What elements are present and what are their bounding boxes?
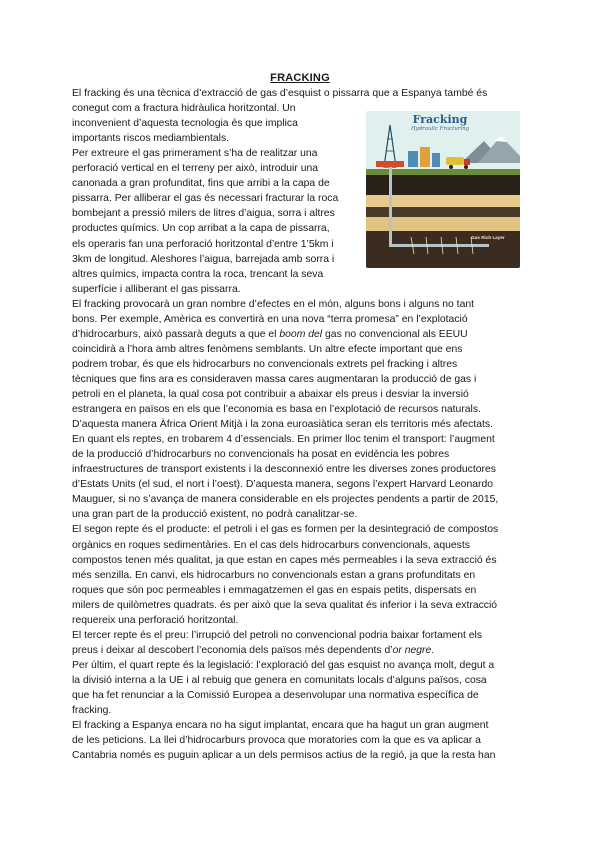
text-line: Per últim, el quart repte és la legislació: l’exploració del gas esquist no avança molt, degut a (72, 659, 495, 671)
text-line: superfície i alliberant el gas pissarra. (72, 283, 241, 295)
text-line: d’Estats Units (el sud, el nort i l’oest). D’aquesta manera, segons l’expert Harvard Leonardo (72, 479, 494, 491)
text-line: una gran part de la producció existent, no podrà canalitzar-se. (72, 509, 358, 521)
text-line: podrem trobar, és que els hidrocarburs no convencionals extrets pel fracking i altres (72, 358, 458, 370)
text-line: El fracking a Espanya encara no ha sigut implantat, encara que ha hagut un gran augment (72, 720, 489, 732)
text-line: El fracking és una tècnica d’extracció de gas d’esquist o pissarra que a Espanya també és (72, 88, 488, 99)
text-line: orgànics en roques sedimentàries. En el cas dels hidrocarburs convencionals, aquests (72, 539, 470, 551)
text-line: inconvenient d’aquesta tecnologia és que implica (72, 118, 298, 130)
text-line: canonada a gran profunditat, fins que arribi a la capa de (72, 178, 330, 190)
diagram-title: Fracking (412, 113, 468, 126)
text-line: que ha fet renunciar a la Comissió Europea a desenvolupar una normativa específica de (72, 690, 479, 701)
text-line: tècniques que fins ara es consideraven massa cares augmentaran la producció de gas i (72, 373, 477, 385)
text-line: Cantabria només es puguin aplicar a un dels permisos actius de la regió, ja que la resta han (72, 750, 496, 762)
text-line: importants riscos mediambientals. (72, 133, 230, 145)
text-line: milers de quilòmetres quadrats. és per això que la seva qualitat és inferior i la seva extracció (72, 599, 498, 611)
text-line: El tercer repte és el preu: l’irrupció del petroli no convencional podria baixar fortament els (72, 629, 483, 641)
text-line: estrangera en països en els que l’economia es basa en l’explotació de recursos naturals. (72, 404, 481, 416)
text-line: 3km de longitud. Aleshores l’aigua, barrejada amb sorra i (72, 253, 335, 265)
text-line: D’aquesta manera Àfrica Orient Mitjà i la zona euroasiàtica seran els territoris més afectats. (72, 419, 493, 431)
text-line: d’hidrocarburs, això passarà deguts a que el boom del gas no convencional als EEUU (72, 328, 468, 340)
text-line: productes químics. Un cop arribat a la capa de pissarra, (72, 223, 330, 235)
diagram-layer-label: Gas Rich Layer (471, 235, 505, 240)
text-line: preus i deixar al descobert l’economia dels països més dependents d’or negre. (72, 644, 435, 656)
text-line: la divisió interna a la UE i al rebuig que genera en comunitats locals d’alguns països, cosa (72, 674, 487, 686)
text-line: bombejant a pressió milers de litres d’aigua, sorra i altres (72, 208, 335, 220)
fracking-diagram-svg (366, 111, 520, 268)
text-line: perforació vertical en el terreny per això, introduir una (72, 163, 319, 175)
text-line: de les peticions. La llei d’hidrocarburs provoca que moratories com la que es va aplicar a (72, 735, 481, 747)
text-line: els operaris fan una perforació horitzontal d’entre 1’5km i (72, 238, 334, 250)
text-line: roques que són poc permeables i emmagatzemen el gas en espais petits, dispersats en (72, 584, 477, 596)
text-line: conegut com a fractura hidràulica horitzontal. Un (72, 103, 296, 115)
diagram-subtitle: Hydraulic Fracturing (410, 126, 470, 132)
text-line: de la producció d’hidrocarburs no convencionals ha posat en evidència les pobres (72, 449, 450, 461)
text-line: El fracking provocarà un gran nombre d’efectes en el món, alguns bons i alguns no tant (72, 298, 475, 310)
text-line: compostos tenen més qualitat, ja que estan en capes més permeables i la seva extracció és (72, 554, 497, 566)
text-line: més senzilla. En canvi, els hidrocarburs no convencionals estan a grans profunditats en (72, 569, 476, 581)
text-line: altres químics, impacta contra la roca, trencant la seva (72, 268, 324, 280)
text-line: coincidirà a l’hora amb altres fenòmens semblants. Un altre efecte important que ens (72, 343, 463, 355)
document-title: FRACKING (270, 72, 330, 84)
text-line: pissarra. Per alliberar el gas és necessari fracturar la roca (72, 193, 339, 205)
text-line: infraestructures de transport existents i la desconnexió entre les diverses zones productores (72, 464, 496, 476)
text-line: Per extreure el gas primerament s’ha de realitzar una (72, 148, 318, 160)
text-line: En quant els reptes, en trobarem 4 d’essencials. En primer lloc tenim el transport: l’augment (72, 434, 495, 446)
text-line: bons. Per exemple, Amèrica es convertirà en una nova “terra promesa” en l’explotació (72, 313, 468, 325)
text-line: requereix una perforació horitzontal. (72, 614, 239, 626)
text-line: El segon repte és el producte: el petroli i el gas es formen per la desintegració de compostos (72, 524, 499, 536)
text-line: Mauguer, si no s’avança de manera considerable en els projectes pendents a partir de 2015, (72, 494, 499, 506)
text-line: fracking. (72, 705, 112, 717)
text-line: petroli en el planeta, la qual cosa pot contribuir a abaixar els preus i desviar la inversió (72, 389, 469, 400)
fracking-diagram (366, 111, 520, 268)
